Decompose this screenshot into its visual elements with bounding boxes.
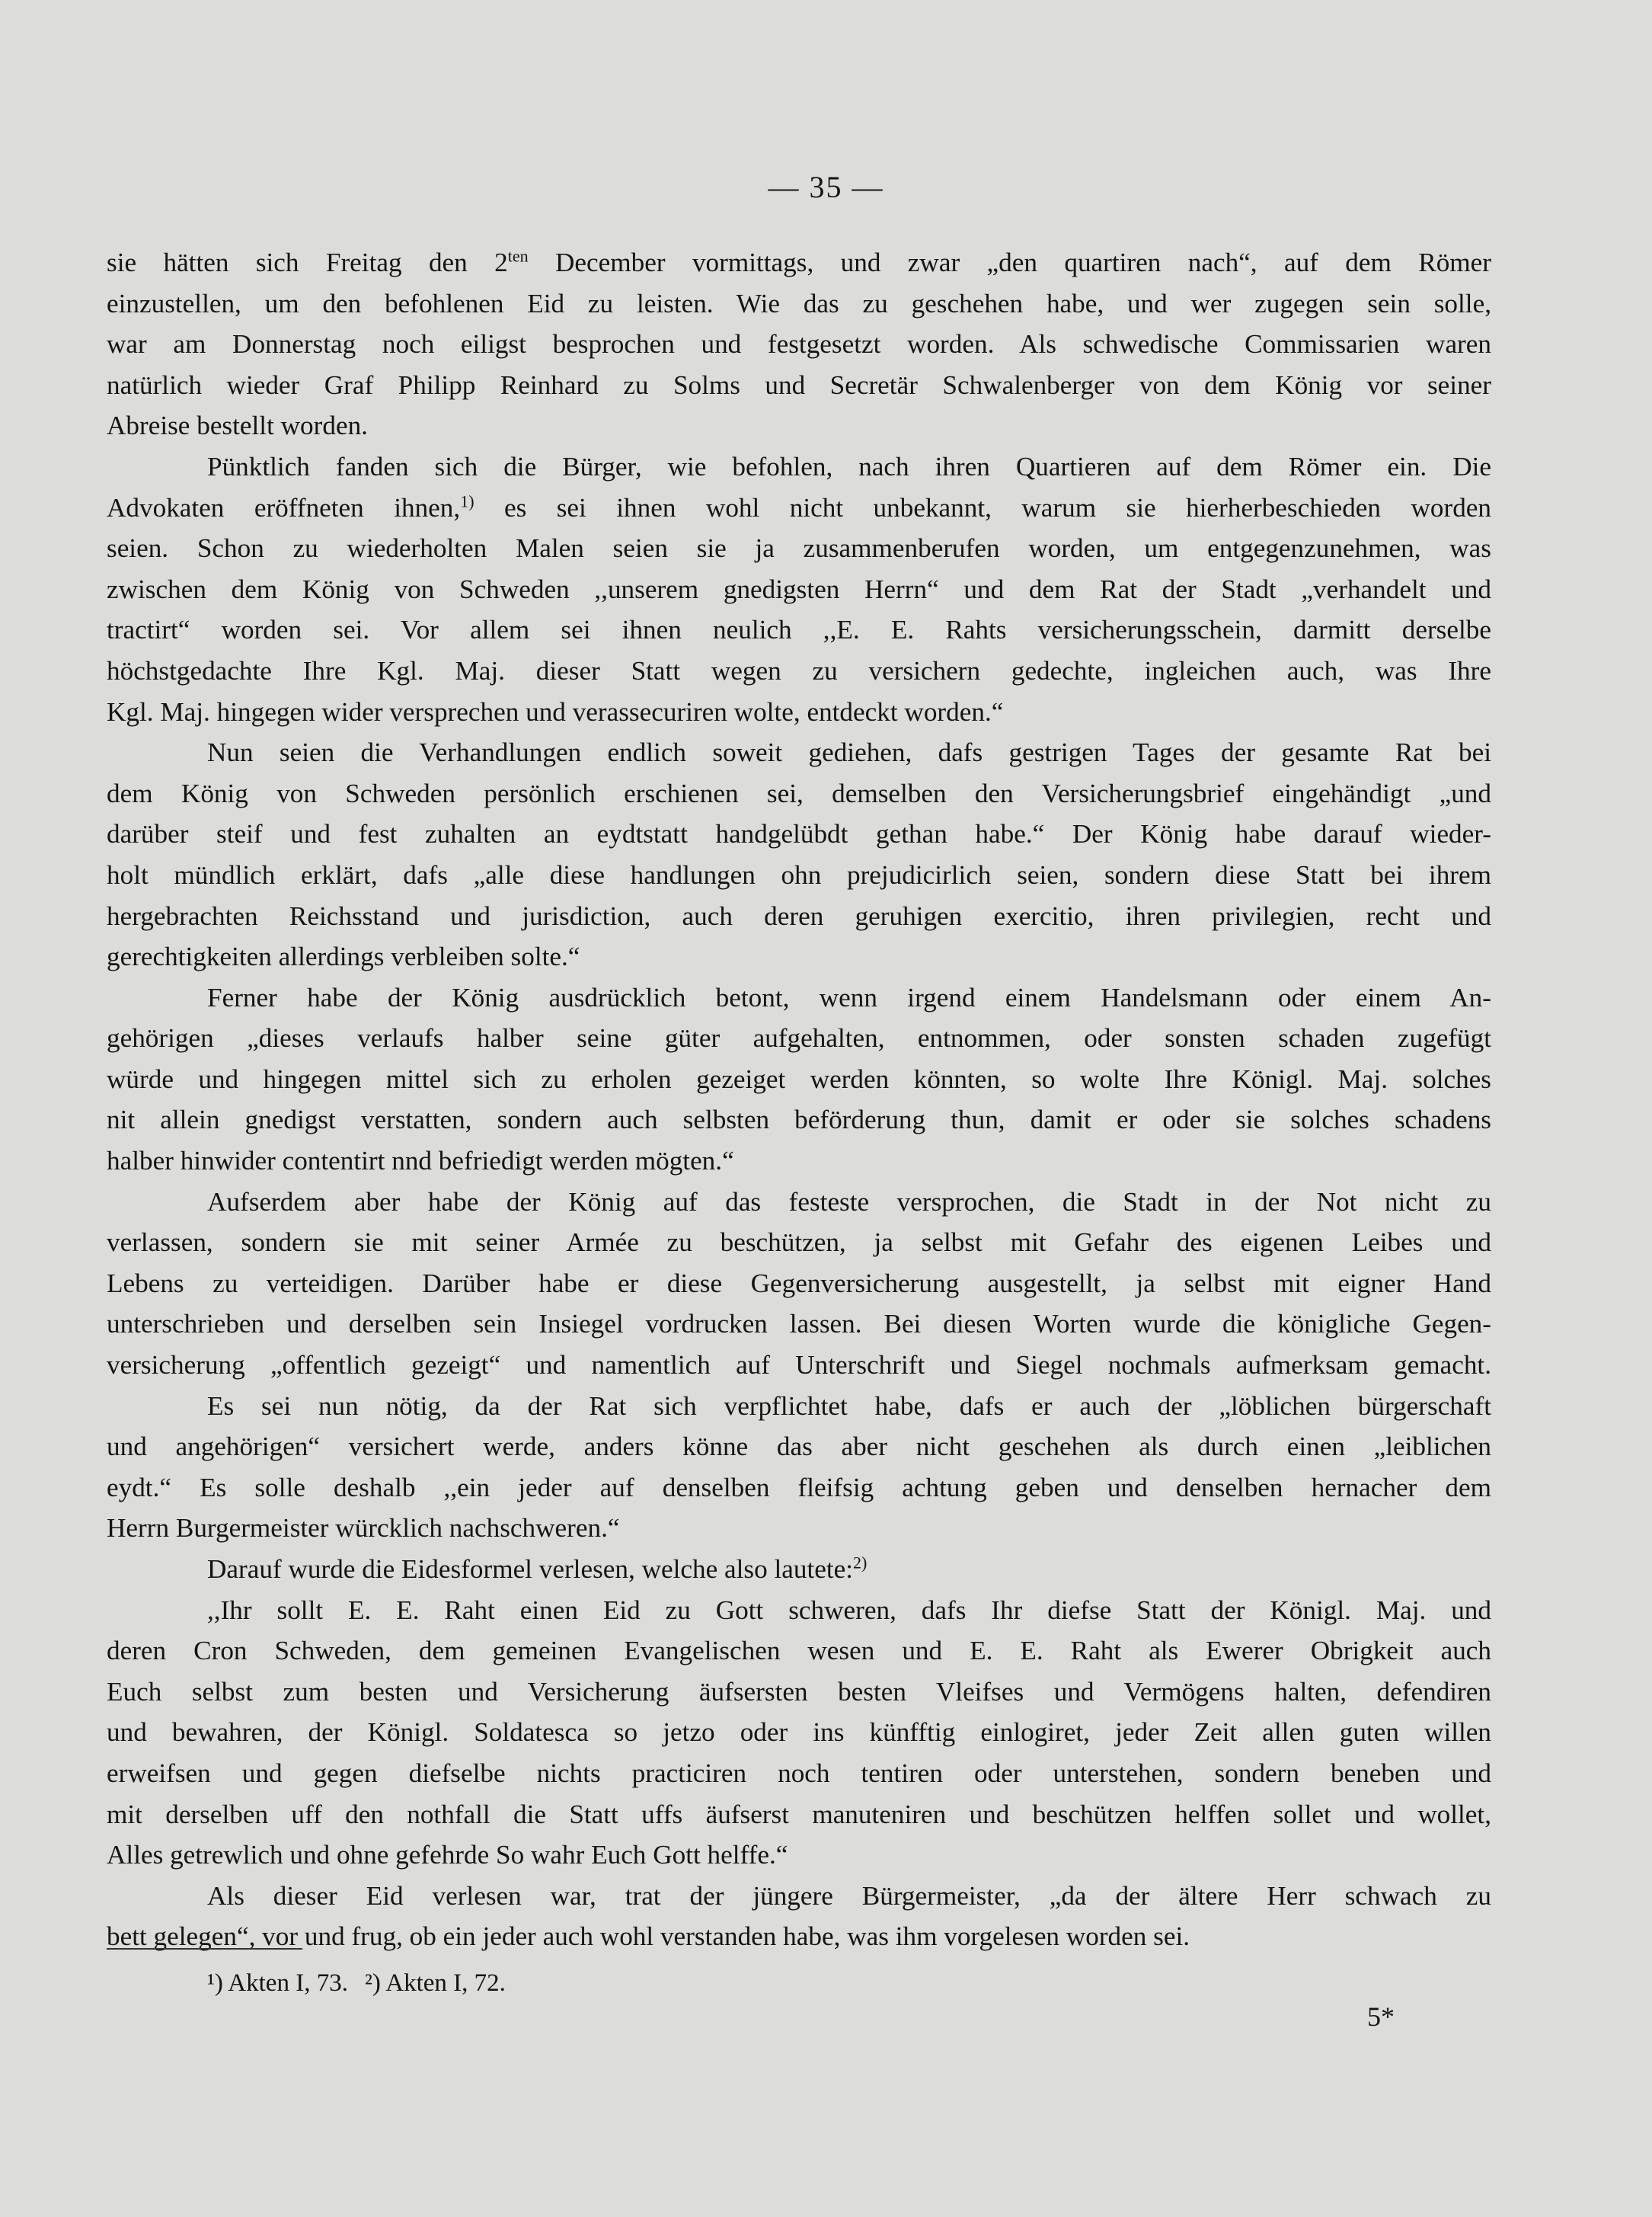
text-line: gerechtigkeiten allerdings verbleiben solte.“ — [107, 942, 580, 972]
superscript: 2) — [853, 1553, 868, 1572]
text-line: und angehörigen“ versichert werde, anders könne das aber nicht geschehen als durch einen „leiblichen — [107, 1432, 1491, 1462]
text-line: eydt.“ Es solle deshalb ,,ein jeder auf denselben fleifsig achtung geben und denselben hernacher dem — [107, 1472, 1491, 1502]
text-line: Lebens zu verteidigen. Darüber habe er diese Gegenversicherung ausgestellt, ja selbst mit eigner Hand — [107, 1268, 1491, 1298]
text-line: Nun seien die Verhandlungen endlich soweit gediehen, dafs gestrigen Tages der gesamte Rat bei — [207, 737, 1491, 768]
text-line: dem König von Schweden persönlich erschienen sei, demselben den Versicherungsbrief eingehändigt „und — [107, 778, 1491, 808]
text-line: tractirt“ worden sei. Vor allem sei ihnen neulich ,,E. E. Rahts versicherungsschein, darmitt derselbe — [107, 615, 1491, 645]
text-line: Abreise bestellt worden. — [107, 411, 368, 441]
line-text: December vormittags, und zwar „den quartiren nach“, auf dem Römer — [528, 248, 1491, 277]
signature-mark: 5* — [1367, 2001, 1395, 2032]
text-line: mit derselben uff den nothfall die Statt uffs äufserst manuteniren und beschützen helffen sollet und wollet, — [107, 1799, 1491, 1829]
text-line: Als dieser Eid verlesen war, trat der jüngere Bürgermeister, „da der ältere Herr schwach zu — [207, 1880, 1491, 1911]
text-line: einzustellen, um den befohlenen Eid zu leisten. Wie das zu geschehen habe, und wer zugegen sein solle, — [107, 288, 1491, 318]
text-line: verlassen, sondern sie mit seiner Armée zu beschützen, ja selbst mit Gefahr des eigenen Leibes und — [107, 1227, 1491, 1258]
text-line: erweifsen und gegen diefselbe nichts practiciren noch tentiren oder unterstehen, sondern beneben und — [107, 1758, 1491, 1788]
text-line: Aufserdem aber habe der König auf das festeste versprochen, die Stadt in der Not nicht zu — [207, 1186, 1491, 1217]
footnote-divider — [107, 1948, 302, 1950]
body-text — [107, 242, 1491, 1957]
text-line: bett gelegen“, vor und frug, ob ein jeder auch wohl verstanden habe, was ihm vorgelesen worden sei. — [107, 1921, 1190, 1952]
text-line: darüber steif und fest zuhalten an eydtstatt handgelübdt gethan habe.“ Der König habe darauf wieder- — [107, 819, 1491, 849]
text-line: natürlich wieder Graf Philipp Reinhard zu Solms und Secretär Schwalenberger von dem König vor seiner — [107, 370, 1491, 400]
superscript: 1) — [460, 491, 475, 510]
footnote-2: ²) Akten I, 72. — [364, 1969, 506, 1997]
text-line: Ferner habe der König ausdrücklich betont, wenn irgend einem Handelsmann oder einem An- — [207, 982, 1491, 1013]
text-line — [107, 242, 1491, 283]
text-line: Euch selbst zum besten und Versicherung äufsersten besten Vleifses und Vermögens halten, defendiren — [107, 1676, 1491, 1707]
text-line — [107, 1549, 1491, 1590]
text-line: Es sei nun nötig, da der Rat sich verpflichtet habe, dafs er auch der „löblichen bürgerschaft — [207, 1390, 1491, 1421]
line-text: Advokaten eröffneten ihnen, — [107, 492, 461, 523]
text-line: holt mündlich erklärt, dafs „alle diese handlungen ohn prejudicirlich seien, sondern diese Statt bei ihrem — [107, 859, 1491, 890]
footnotes — [207, 1964, 506, 2002]
text-line: Pünktlich fanden sich die Bürger, wie befohlen, nach ihren Quartieren auf dem Römer ein. Die — [207, 451, 1491, 481]
line-text: sie hätten sich Freitag den 2 — [107, 248, 508, 277]
line-text: es sei ihnen wohl nicht unbekannt, warum sie hierherbeschieden worden — [474, 492, 1491, 523]
text-line: versicherung „offentlich gezeigt“ und namentlich auf Unterschrift und Siegel nochmals aufmerksam gemacht. — [107, 1350, 1491, 1380]
text-line: höchstgedachte Ihre Kgl. Maj. dieser Statt wegen zu versichern gedechte, ingleichen auch, was Ihre — [107, 655, 1491, 686]
text-line: nit allein gnedigst verstatten, sondern auch selbsten beförderung thun, damit er oder sie solches schadens — [107, 1105, 1491, 1135]
text-line: würde und hingegen mittel sich zu erholen gezeiget werden könnten, so wolte Ihre Königl. Maj. solches — [107, 1064, 1491, 1094]
text-line: Herrn Burgermeister würcklich nachschweren.“ — [107, 1513, 620, 1544]
line-text: Darauf wurde die Eidesformel verlesen, welche also lautete: — [207, 1554, 854, 1584]
text-line: und bewahren, der Königl. Soldatesca so jetzo oder ins künfftig einlogiret, jeder Zeit allen guten willen — [107, 1717, 1491, 1748]
text-line: war am Donnerstag noch eiligst besprochen und festgesetzt worden. Als schwedische Commissarien waren — [107, 329, 1491, 360]
text-line — [107, 488, 1491, 529]
text-line: Alles getrewlich und ohne gefehrde So wahr Euch Gott helffe.“ — [107, 1840, 788, 1870]
text-line: halber hinwider contentirt nnd befriedigt werden mögten.“ — [107, 1146, 734, 1176]
text-line: Kgl. Maj. hingegen wider versprechen und verassecuriren wolte, entdeckt worden.“ — [107, 696, 1004, 727]
text-line: ,,Ihr sollt E. E. Raht einen Eid zu Gott schweren, dafs Ihr diefse Statt der Königl. Maj. und — [207, 1595, 1491, 1625]
text-line: unterschrieben und derselben sein Insiegel vordrucken lassen. Bei diesen Worten wurde die königliche Gegen- — [107, 1309, 1491, 1339]
footnote-1: ¹) Akten I, 73. — [207, 1969, 348, 1997]
text-line: gehörigen „dieses verlaufs halber seine güter aufgehalten, entnommen, oder sonsten schaden zugefügt — [107, 1023, 1491, 1054]
text-line: seien. Schon zu wiederholten Malen seien sie ja zusammenberufen worden, um entgegenzunehmen, was — [107, 533, 1491, 564]
text-line: zwischen dem König von Schweden ,,unserem gnedigsten Herrn“ und dem Rat der Stadt „verhandelt und — [107, 574, 1491, 604]
text-line: hergebrachten Reichsstand und jurisdiction, auch deren geruhigen exercitio, ihren privilegien, recht und — [107, 901, 1491, 931]
page-number: — 35 — — [768, 170, 884, 204]
superscript: ten — [507, 246, 529, 266]
text-line: deren Cron Schweden, dem gemeinen Evangelischen wesen und E. E. Raht als Ewerer Obrigkeit auch — [107, 1636, 1491, 1666]
